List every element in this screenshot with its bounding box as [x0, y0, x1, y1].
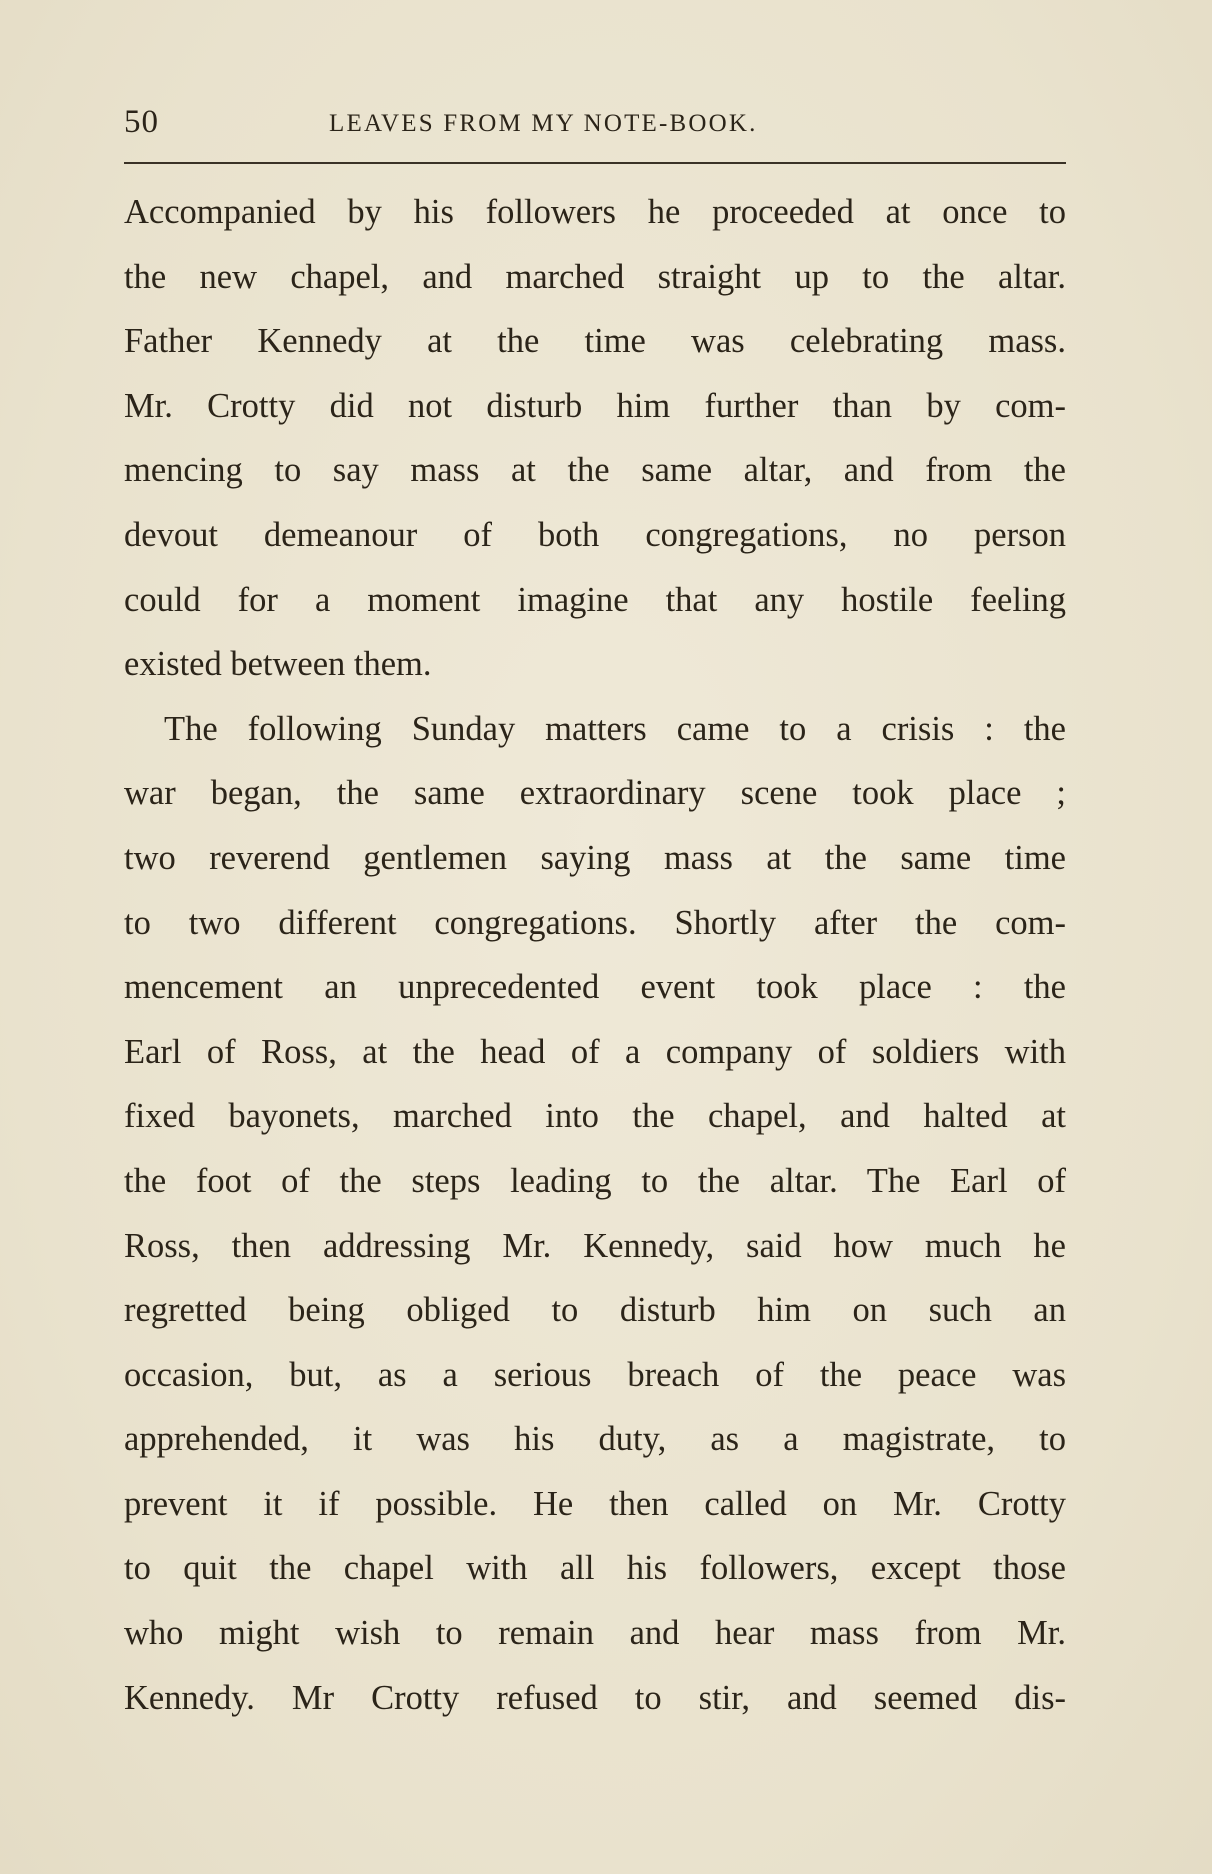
text-line: mencing to say mass at the same altar, and from the [124, 451, 1066, 490]
text-line: fixed bayonets, marched into the chapel, and halted at [124, 1097, 1066, 1136]
text-line: Accompanied by his followers he proceeded at once to [124, 193, 1066, 231]
text-line: to two different congregations. Shortly after the com- [124, 903, 1066, 942]
header-rule [124, 162, 1066, 164]
text-line: two reverend gentlemen saying mass at the same time [124, 838, 1066, 877]
page-number: 50 [124, 104, 159, 140]
text-line: Mr. Crotty did not disturb him further than by com- [124, 386, 1066, 425]
text-line: existed between them. [124, 645, 432, 684]
text-line: the foot of the steps leading to the altar. The Earl of [124, 1161, 1066, 1200]
running-head [124, 104, 1066, 150]
running-title: LEAVES FROM MY NOTE-BOOK. [329, 110, 758, 137]
text-line: to quit the chapel with all his followers, except those [124, 1549, 1066, 1588]
text-line: who might wish to remain and hear mass from Mr. [124, 1614, 1066, 1653]
text-line: mencement an unprecedented event took place : the [124, 968, 1066, 1007]
text-line: Father Kennedy at the time was celebrating mass. [124, 322, 1066, 361]
text-line: war began, the same extraordinary scene took place ; [124, 774, 1066, 813]
text-line: devout demeanour of both congregations, no person [124, 515, 1066, 554]
text-line: Ross, then addressing Mr. Kennedy, said how much he [124, 1226, 1066, 1265]
text-line: occasion, but, as a serious breach of the peace was [124, 1355, 1066, 1394]
text-line: apprehended, it was his duty, as a magistrate, to [124, 1420, 1066, 1459]
text-line: regretted being obliged to disturb him on such an [124, 1291, 1066, 1330]
text-line: Kennedy. Mr Crotty refused to stir, and seemed dis- [124, 1678, 1066, 1717]
body-text [124, 180, 1066, 1730]
text-line: prevent it if possible. He then called on Mr. Crotty [124, 1484, 1066, 1523]
text-line: could for a moment imagine that any hostile feeling [124, 580, 1066, 619]
paragraph-start-line: The following Sunday matters came to a crisis : the [164, 709, 1066, 748]
text-line: Earl of Ross, at the head of a company of soldiers with [124, 1032, 1066, 1071]
text-line: the new chapel, and marched straight up to the altar. [124, 257, 1066, 296]
